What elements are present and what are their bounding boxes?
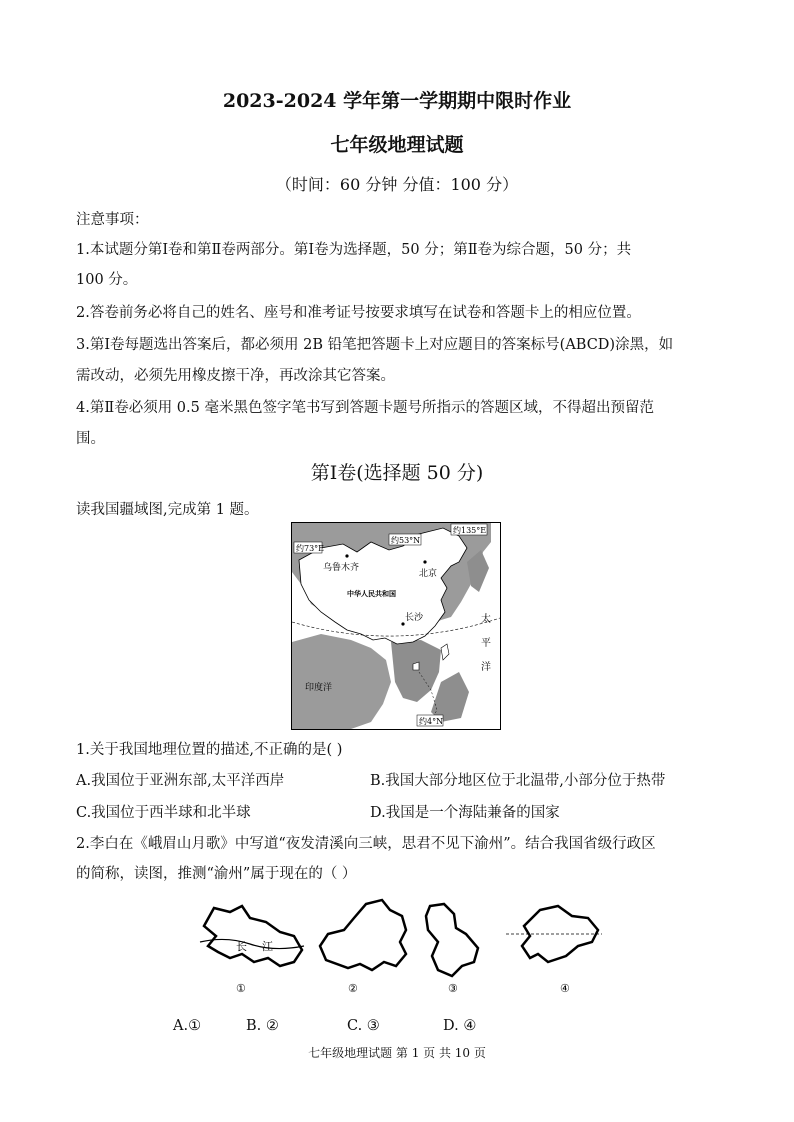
label-lon-west: 约73°E — [296, 544, 325, 553]
notes-heading: 注意事项： — [76, 212, 149, 228]
label-pacific-1: 太 — [481, 614, 491, 625]
label-pacific-2: 平 — [481, 638, 491, 649]
province-outline-3 — [426, 904, 478, 976]
q1-option-d[interactable]: D.我国是一个海陆兼备的国家 — [370, 805, 560, 821]
q2-option-d[interactable]: D. ④ — [443, 1018, 477, 1034]
note-3-line-b: 需改动，必须先用橡皮擦干净，再改涂其它答案。 — [76, 368, 395, 384]
note-3-line-a: 3.第Ⅰ卷每题选出答案后，都必须用 2B 铅笔把答题卡上对应题目的答案标号(ABCD)涂黑，如 — [76, 337, 674, 353]
figure-label-4: ④ — [560, 982, 570, 995]
figure-label-1: ① — [236, 982, 246, 995]
figure-label-3: ③ — [448, 982, 458, 995]
urumqi-dot — [345, 554, 348, 557]
q2-option-c[interactable]: C. ③ — [347, 1018, 380, 1034]
label-country: 中华人民共和国 — [347, 589, 396, 598]
note-2: 2.答卷前务必将自己的姓名、座号和准考证号按要求填写在试卷和答题卡上的相应位置。 — [76, 305, 641, 321]
q1-option-a[interactable]: A.我国位于亚洲东部,太平洋西岸 — [76, 773, 285, 789]
province-figures — [196, 896, 606, 1002]
province-outline-1 — [204, 906, 302, 966]
q1-stem: 1.关于我国地理位置的描述,不正确的是( ) — [76, 742, 343, 758]
note-4-line-a: 4.第Ⅱ卷必须用 0.5 毫米黑色签字笔书写到答题卡题号所指示的答题区域，不得超出预留范 — [76, 400, 654, 416]
exam-title: 2023-2024 学年第一学期期中限时作业 — [222, 90, 572, 112]
province-outline-2 — [320, 900, 406, 970]
q1-option-c[interactable]: C.我国位于西半球和北半球 — [76, 805, 251, 821]
q2-stem-line-2: 的简称，读图，推测“渝州”属于现在的（ ） — [76, 866, 357, 882]
china-territory-map — [291, 522, 501, 730]
exam-time-score: （时间：60 分钟 分值：100 分） — [275, 175, 519, 194]
label-urumqi: 乌鲁木齐 — [323, 563, 360, 573]
figure-label-2: ② — [348, 982, 358, 995]
map-intro: 读我国疆域图,完成第 1 题。 — [76, 502, 259, 518]
label-beijing: 北京 — [419, 569, 438, 579]
q2-option-b[interactable]: B. ② — [246, 1018, 279, 1034]
q2-stem-line-1: 2.李白在《峨眉山月歌》中写道“夜发清溪向三峡，思君不见下渝州”。结合我国省级行政区 — [76, 836, 656, 852]
section-title: 第Ⅰ卷(选择题 50 分) — [310, 462, 484, 484]
page-footer: 七年级地理试题 第 1 页 共 10 页 — [308, 1046, 486, 1060]
note-4-line-b: 围。 — [76, 431, 105, 447]
note-1-line-b: 100 分。 — [76, 272, 138, 288]
q1-option-b[interactable]: B.我国大部分地区位于北温带,小部分位于热带 — [370, 773, 666, 789]
label-lon-east: 约135°E — [453, 526, 487, 535]
label-indian-ocean: 印度洋 — [305, 683, 333, 693]
label-pacific-3: 洋 — [481, 662, 491, 673]
q2-option-a[interactable]: A.① — [173, 1018, 202, 1034]
label-lat-south: 约4°N — [419, 717, 444, 726]
label-lat-north: 约53°N — [391, 536, 421, 545]
label-jiang: 江 — [262, 940, 273, 953]
label-chang: 长 — [236, 940, 247, 953]
exam-subtitle: 七年级地理试题 — [330, 134, 464, 156]
note-1-line-a: 1.本试题分第Ⅰ卷和第Ⅱ卷两部分。第Ⅰ卷为选择题，50 分；第Ⅱ卷为综合题，50 分；共 — [76, 242, 632, 258]
beijing-dot — [423, 560, 426, 563]
label-changsha: 长沙 — [405, 613, 424, 623]
